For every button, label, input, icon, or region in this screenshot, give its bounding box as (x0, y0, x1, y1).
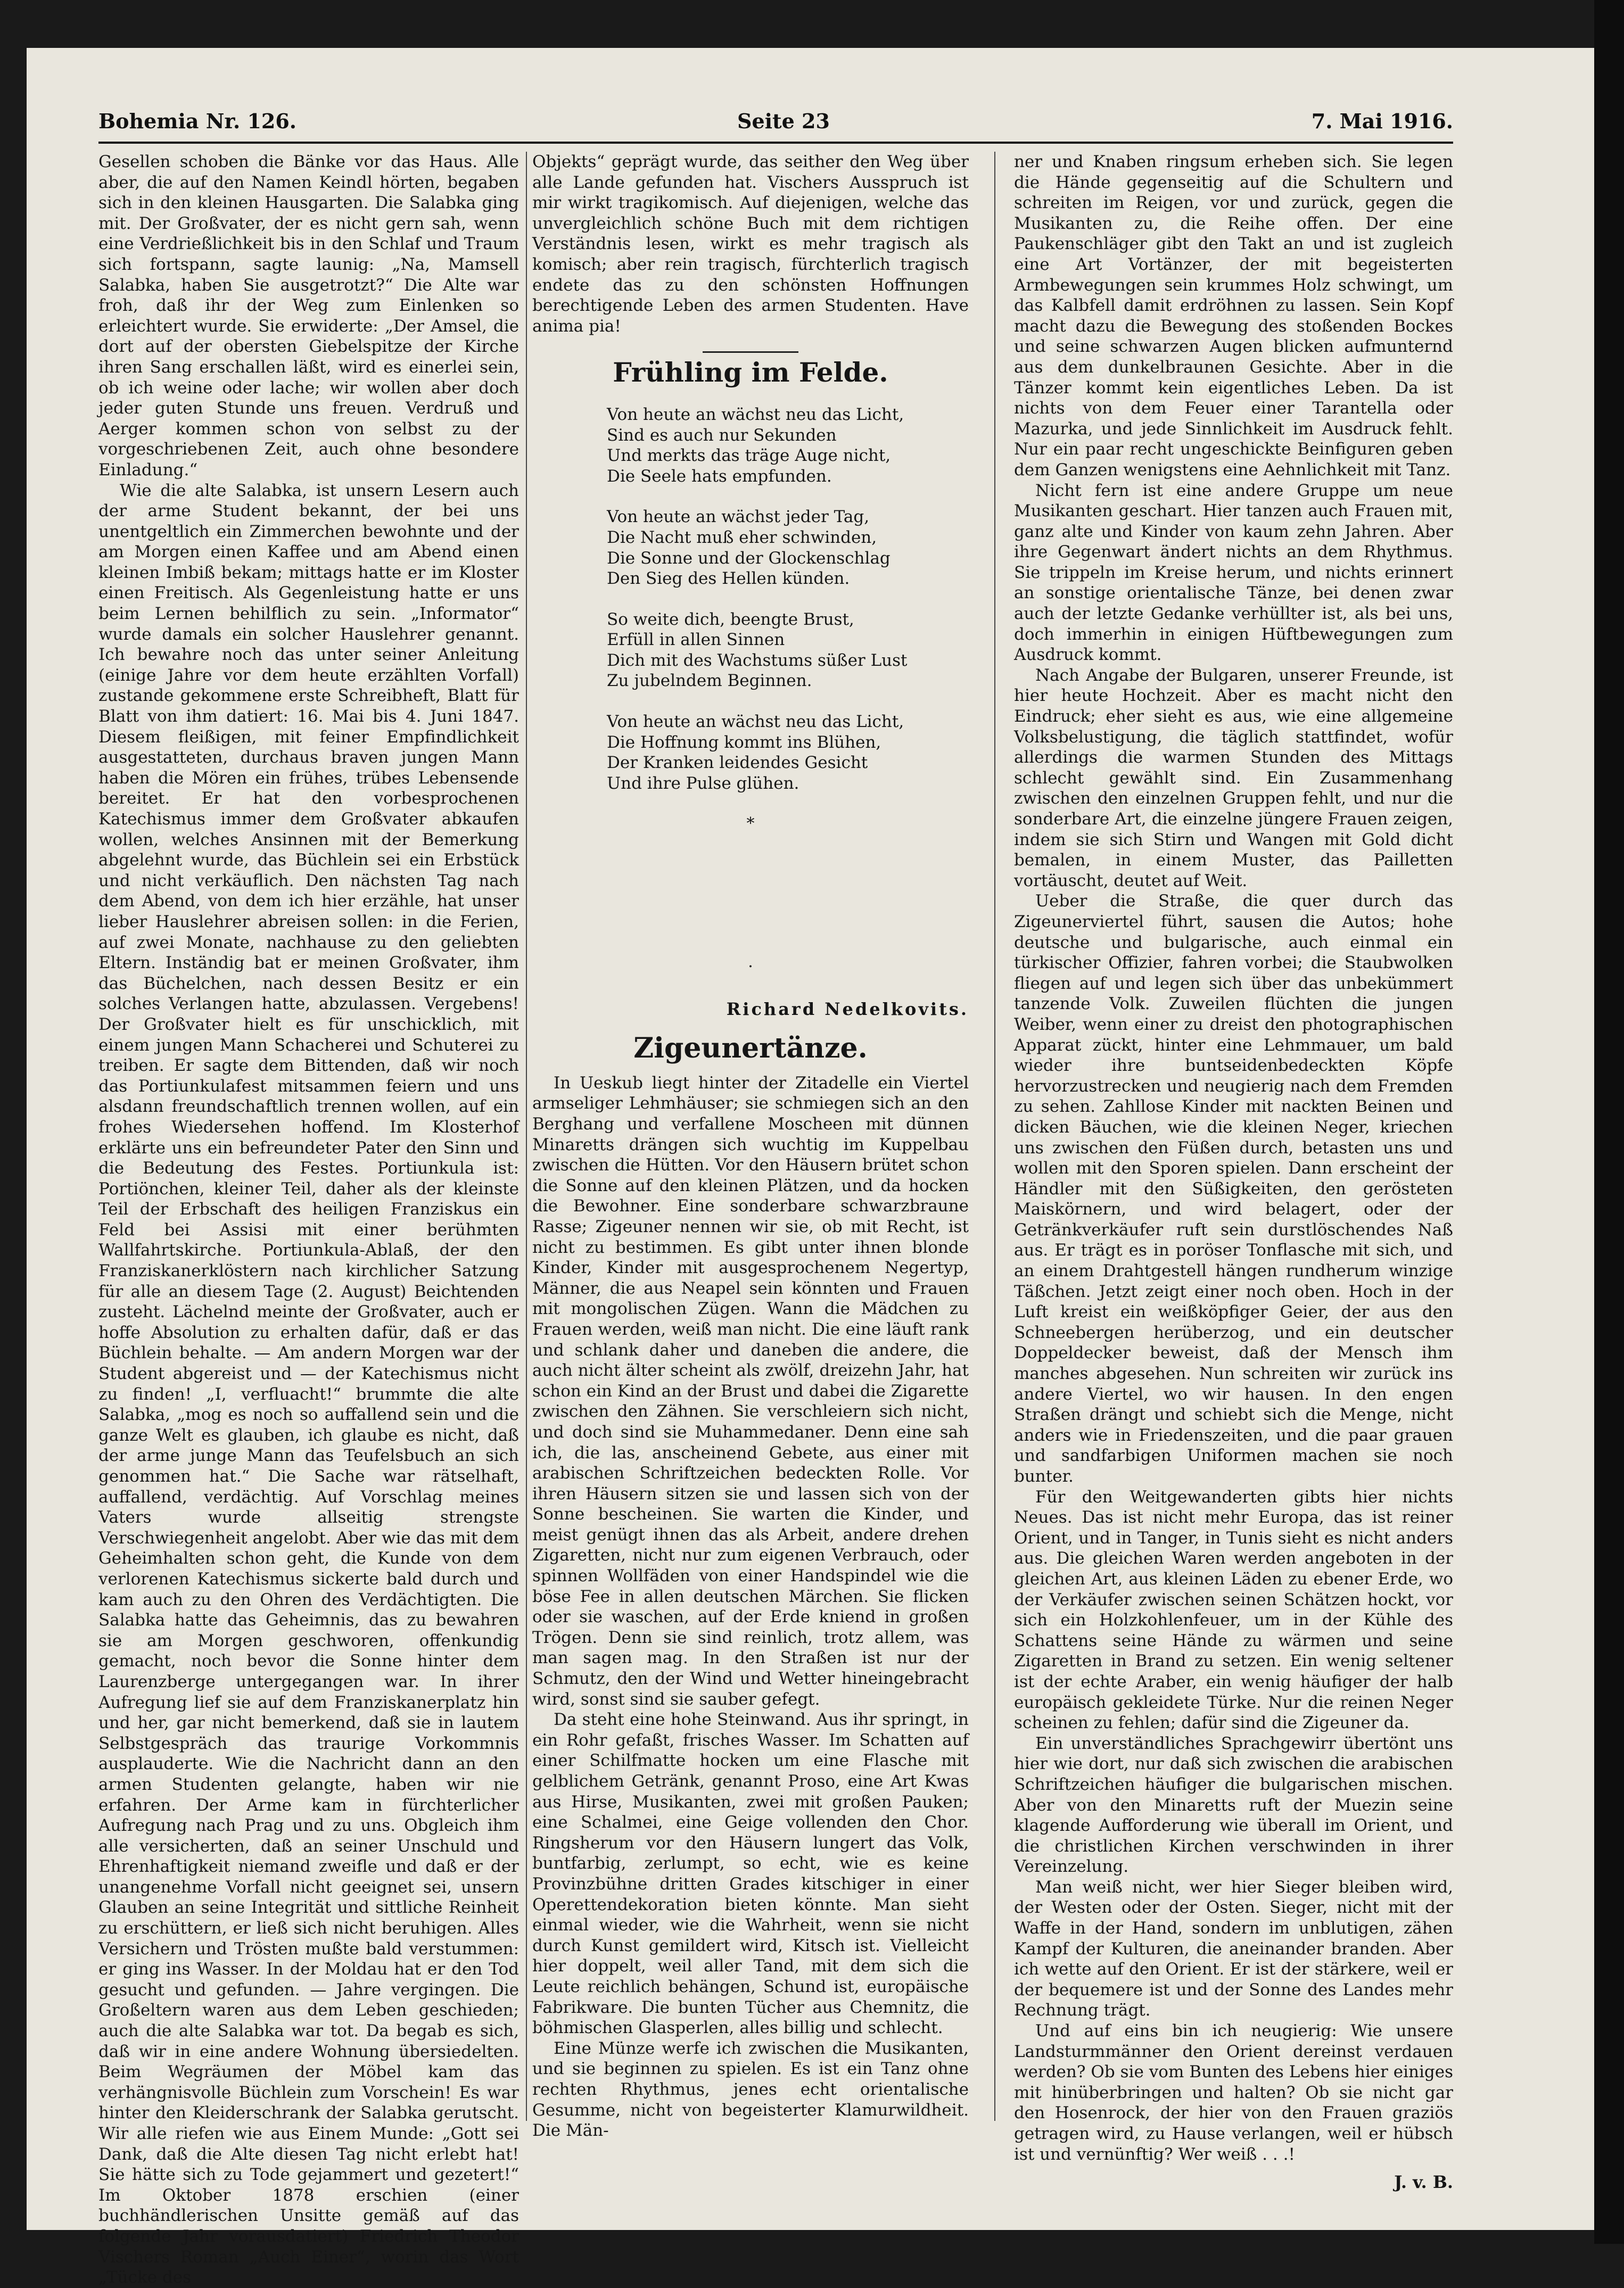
poem-author: Richard Nedelkovits. (726, 998, 969, 1019)
poem-line: Erfüll in allen Sinnen (607, 630, 785, 650)
poem-line: Die Nacht muß eher schwinden, (607, 527, 877, 547)
poem-stanza (607, 609, 969, 691)
column-right (1014, 152, 1453, 2193)
poem-title: Frühling im Felde. (613, 357, 888, 389)
poem-line: Der Kranken leidendes Gesicht (607, 753, 868, 773)
article-paragraph: Für den Weitgewanderten gibts hier nichts Neues. Das ist nicht mehr Europa, das ist reiner Orient, und in Tanger, in Tunis sieht es nicht anders aus. Die gleichen Waren werden angeboten in der gleichen Art, aus kleinen Läden zu ebener Erde, wo der Verkäufer zwischen seinen Schätzen hockt, vor sich ein Holzkohlenfeuer, um in der Kühle des Schattens seine Hände zu wärmen und seine Zigaretten in Brand zu setzen. Ein wenig seltener ist der echte Araber, ein wenig häufiger der halb europäisch gekleidete Türke. Nur die reinen Neger scheinen zu fehlen; dafür sind die Zigeuner da. (1014, 1487, 1453, 1733)
article-paragraph: Objekts“ geprägt wurde, das seither den Weg über alle Lande gefunden hat. Vischers Ausspruch ist mir wirkt tragikomisch. Auf diejenigen, welche das unvergleichlich schöne Buch mit dem richtigen Verständnis lesen, wirkt es mehr tragisch als komisch; aber rein tragisch, fürchterlich tragisch endete das zu den schönsten Hoffnungen berechtigende Leben des armen Studenten. Have anima pia! (532, 152, 969, 336)
page-header (98, 104, 1453, 141)
poem-stanza (607, 507, 969, 589)
article-paragraph: In Ueskub liegt hinter der Zitadelle ein Viertel armseliger Lehmhäuser; sie schmiegen sich an den Berghang und verfallene Moscheen mit dünnen Minaretts drängen sich wuchtig im Kuppelbau zwischen die Hütten. Vor den Häusern brütet schon die Sonne auf den kleinen Plätzen, und da hocken die Bewohner. Eine sonderbare schwarzbraune Rasse; Zigeuner nennen wir sie, ob mit Recht, ist nicht zu bestimmen. Es gibt unter ihnen blonde Kinder, Kinder mit ausgesprochenem Negertyp, Männer, die aus Neapel sein könnten und Frauen mit mongolischen Zügen. Wann die Mädchen zu Frauen werden, weiß man nicht. Die eine läuft rank und schlank daher und daneben die andere, die auch nicht älter scheint als zwölf, dreizehn Jahr, hat schon ein Kind an der Brust und dabei die Zigarette zwischen den Zähnen. Sie verschleiern sich nicht, und doch sind sie Muhammedaner. Denn eine sah ich, die las, anscheinend Gebete, aus einer mit arabischen Schriftzeichen bedeckten Rolle. Vor ihren Häusern sitzen sie und lassen sich von der Sonne bescheinen. Sie warten die Kinder, und meist genügt ihnen das als Arbeit, andere drehen Zigaretten, nicht nur zum eigenen Verbrauch, oder spinnen Wollfäden von einer Handspindel wie die böse Fee in allen deutschen Märchen. Sie flicken oder sie waschen, auf der Erde kniend in großen Trögen. Denn sie sind reinlich, trotz allem, was man sagen mag. In den Straßen ist nur der Schmutz, den der Wind und Wetter hineingebracht wird, sonst sind sie sauber gefegt. (532, 1073, 969, 1709)
poem-line: Die Hoffnung kommt ins Blühen, (607, 732, 881, 752)
poem-line: Den Sieg des Hellen künden. (607, 569, 850, 589)
article-paragraph: Man weiß nicht, wer hier Sieger bleiben wird, der Westen oder der Osten. Sieger, nicht mit der Waffe in der Hand, sondern im unblutigen, zähen Kampf der Kulturen, die aneinander branden. Aber ich wette auf den Orient. Er ist der stärkere, weil er der bequemere ist und der Sonne des Landes mehr Rechnung trägt. (1014, 1877, 1453, 2020)
poem-line: Die Seele hats empfunden. (607, 466, 832, 486)
poem (607, 404, 969, 794)
article-paragraph: ner und Knaben ringsum erheben sich. Sie legen die Hände gegenseitig auf die Schultern und schreiten im Reigen, vor und zurück, gegen die Musikanten zu, die Reihe offen. Der eine Paukenschläger gibt den Takt an und ist zugleich eine Art Vortänzer, der mit begeisterten Armbewegungen sein krummes Holz schwingt, um das Kalbfell damit erdröhnen zu lassen. Sein Kopf macht dazu die Bewegung des stoßenden Bockes und seine schwarzen Augen blicken aufmunternd aus dem dunkelbraunen Gesichte. Aber in die Tänzer kommt kein eigentliches Leben. Da ist nichts von dem Feuer einer Tarantella oder Mazurka, und jede Sinnlichkeit im Ausdruck fehlt. Nur ein paar recht ungeschickte Beinfiguren geben dem Ganzen wenigstens eine Aehnlichkeit mit Tanz. (1014, 152, 1453, 480)
header-publication: Bohemia Nr. 126. (98, 109, 297, 133)
poem-line: Zu jubelndem Beginnen. (607, 671, 812, 691)
poem-line: So weite dich, beengte Brust, (607, 609, 854, 629)
article-paragraph: Ein unverständliches Sprachgewirr übertönt uns hier wie dort, nur daß sich zwischen die arabischen Schriftzeichen häufiger die bulgarischen mischen. Aber von den Minaretts ruft der Muezin seine klagende Aufforderung wie überall im Orient, und die christlichen Kirchen verschwinden in ihrer Vereinzelung. (1014, 1733, 1453, 1877)
poem-ornament: * (746, 814, 755, 833)
column-divider-2 (994, 152, 995, 2121)
poem-line: Dich mit des Wachstums süßer Lust (607, 650, 908, 670)
article-paragraph: Da steht eine hohe Steinwand. Aus ihr springt, in ein Rohr gefaßt, frisches Wasser. Im Schatten auf einer Schilfmatte hocken um eine Flasche mit gelblichem Getränk, genannt Proso, eine Art Kwas aus Hirse, Musikanten, zwei mit großen Pauken; eine Schalmei, eine Geige vollenden den Chor. Ringsherum vor den Häusern lungert das Volk, buntfarbig, zerlumpt, so echt, wie es keine Provinzbühne dritten Grades kitschiger in einer Operettendekoration bieten könnte. Man sieht einmal wieder, wie die Wahrheit, wenn sie nicht durch Kunst gemildert wird, Kitsch ist. Vielleicht hier doppelt, weil aller Tand, mit dem sich die Leute reichlich behängen, Schund ist, europäische Fabrikware. Die bunten Tücher aus Chemnitz, die böhmischen Glasperlen, alles billig und schlecht. (532, 1710, 969, 2038)
header-rule (98, 142, 1453, 144)
poem-line: Von heute an wächst neu das Licht, (607, 712, 904, 732)
poem-line: Von heute an wächst jeder Tag, (607, 507, 870, 527)
poem-stanza (607, 712, 969, 794)
header-page-number: Seite 23 (737, 109, 830, 133)
article-signature: J. v. B. (1394, 2172, 1453, 2193)
scan-border (1594, 0, 1624, 2244)
poem-stanza (607, 404, 969, 486)
separator-mark: · (748, 957, 753, 977)
article-paragraph: Nach Angabe der Bulgaren, unserer Freunde, ist hier heute Hochzeit. Aber es macht nicht den Eindruck; eher sieht es aus, wie eine allgemeine Volksbelustigung, die täglich stattfindet, wofür allerdings die warmen Stunden des Mittags schlecht gewählt sind. Ein Zusammenhang zwischen den einzelnen Gruppen fehlt, und nur die sonderbare Art, die einzelne jüngere Frauen zeigen, indem sie sich Stirn und Wangen mit Gold dicht bemalen, in einem Muster, das Pailletten vortäuscht, deutet auf Weit. (1014, 665, 1453, 890)
article-paragraph: Und auf eins bin ich neugierig: Wie unsere Landsturmmänner den Orient dereinst verdauen werden? Ob sie vom Bunten des Lebens hier einiges mit hinüberbringen und halten? Ob sie nicht gar den Hosenrock, der hier von den Frauen graziös getragen wird, zu Hause verlangen, weil er hübsch ist und vernünftig? Wer weiß . . .! (1014, 2021, 1453, 2164)
column-divider-1 (526, 152, 527, 2121)
column-middle (532, 152, 969, 2141)
poem-line: Die Sonne und der Glockenschlag (607, 548, 891, 568)
poem-line: Und merkts das träge Auge nicht, (607, 446, 891, 466)
poem-line: Sind es auch nur Sekunden (607, 425, 837, 445)
article-paragraph: Wie die alte Salabka, ist unsern Lesern auch der arme Student bekannt, der bei uns unentgeltlich ein Zimmerchen bewohnte und der am Morgen einen Kaffee und am Abend einen kleinen Imbiß bekam; mittags hatte er im Kloster einen Freitisch. Als Gegenleistung hatte er uns beim Lernen behilflich zu sein. „Informator“ wurde damals ein solcher Hauslehrer genannt. Ich bewahre noch das unter seiner Anleitung (einige Jahre vor dem heute erzählten Vorfall) zustande gekommene erste Schreibheft, Blatt für Blatt von ihm datiert: 16. Mai bis 4. Juni 1847. Diesem fleißigen, mit feiner Empfindlichkeit ausgestatteten, durchaus braven jungen Mann haben die Mören ein frühes, trübes Lebensende bereitet. Er hat den vorbesprochenen Katechismus immer dem Großvater abkaufen wollen, welches Ansinnen mit der Bemerkung abgelehnt wurde, das Büchlein sei ein Erbstück und nicht verkäuflich. Den nächsten Tag nach dem Abend, von dem ich hier erzähle, hat unser lieber Hauslehrer abreisen sollen: in die Ferien, auf zwei Monate, nachhause zu den geliebten Eltern. Inständig bat er meinen Großvater, ihm das Büchelchen, nach dessen Besitz er ein solches Verlangen hatte, abzulassen. Vergebens! Der Großvater hielt es für unschicklich, mit einem jungen Mann Schacherei und Schuterei zu treiben. Er sagte dem Bittenden, daß wir noch das Portiunkulafest mitsammen feiern und uns alsdann freundschaftlich trennen wollen, auf ein frohes Wiedersehen hoffend. Im Klosterhof erklärte uns ein befreundeter Pater den Sinn und die Bedeutung des Festes. Portiunkula ist: Portiönchen, kleiner Teil, daher als der kleinste Teil der Erbschaft des heiligen Franziskus ein Feld bei Assisi mit einer berühmten Wallfahrtskirche. Portiunkula-Ablaß, der den Franziskanerklöstern nach kirchlicher Satzung für alle an diesem Tage (2. August) Beichtenden zusteht. Lächelnd meinte der Großvater, auch er hoffe Absolution zu erhalten dafür, daß er das Büchlein behalte. — Am andern Morgen war der Student abgereist und — der Katechismus nicht zu finden! „I, verfluacht!“ brummte die alte Salabka, „mog es noch so auffallend sein und die ganze Welt es glauben, ich glaube es nicht, daß der arme junge Mann das Teufelsbuch an sich genommen hat.“ Die Sache war rätselhaft, auffallend, verdächtig. Auf Vorschlag meines Vaters wurde allseitig strengste Verschwiegenheit angelobt. Aber wie das mit dem Geheimhalten schon geht, die Kunde von dem verlorenen Katechismus sickerte bald durch und kam auch zu den Ohren des Verdächtigten. Die Salabka hatte das Geheimnis, das zu bewahren sie am Morgen geschworen, offenkundig gemacht, noch bevor die Sonne hinter dem Laurenzberge untergegangen war. In ihrer Aufregung lief sie auf dem Franziskanerplatz hin und her, gar nicht bemerkend, daß sie in lautem Selbstgespräch das traurige Vorkommnis ausplauderte. Wie die Nachricht dann an den armen Studenten gelangte, haben wir nie erfahren. Der Arme kam in fürchterlicher Aufregung nach Prag und zu uns. Obgleich ihm alle versicherten, daß an seiner Unschuld und Ehrenhaftigkeit niemand zweifle und daß er der unangenehme Vorfall nicht geeignet sei, unsern Glauben an seine Integrität und sittliche Reinheit zu erschüttern, er ließ sich nicht beruhigen. Alles Versichern und Trösten mußte bald verstummen: er ging ins Wasser. In der Moldau hat er den Tod gesucht und gefunden. — Jahre vergingen. Die Großeltern waren aus dem Leben geschieden; auch die alte Salabka war tot. Da begab es sich, daß wir in eine andere Wohnung übersiedelten. Beim Wegräumen der Möbel kam das verhängnisvolle Büchlein zum Vorschein! Es war hinter den Kleiderschrank der Salabka gerutscht. Wir alle riefen wie aus Einem Munde: „Gott sei Dank, daß die Alte diesen Tag nicht erlebt hat! Sie hätte sich zu Tode gejammert und gezetert!“ Im Oktober 1878 erschien (einer buchhändlerischen Unsitte gemäß auf das folgende Jahr vorausdatiert) Friedrich Theodor Vischers Roman „Auch Einer“, worin das Wort „Tücke des (98, 481, 519, 2287)
article-paragraph: Gesellen schoben die Bänke vor das Haus. Alle aber, die auf den Namen Keindl hörten, begaben sich in den kleinen Hausgarten. Die Salabka ging mit. Der Großvater, der es nicht gern sah, wenn eine Verdrießlichkeit bis in den Schlaf und Traum sich fortspann, sagte launig: „Na, Mamsell Salabka, haben Sie ausgetrotzt?“ Die Alte war froh, daß ihr der Weg zum Einlenken so erleichtert wurde. Sie erwiderte: „Der Amsel, die dort auf der obersten Giebelspitze der Kirche ihren Sang erschallen läßt, wird es einerlei sein, ob ich weine oder lache; wir wollen aber doch jeder guten Stunde uns freuen. Verdruß und Aerger kommen schon von selbst zu der vorgeschriebenen Zeit, auch ohne besondere Einladung.“ (98, 152, 519, 480)
article-paragraph: Ueber die Straße, die quer durch das Zigeunerviertel führt, sausen die Autos; hohe deutsche und bulgarische, auch einmal ein türkischer Offizier, fahren vorbei; die Staubwolken fliegen auf und legen sich über das unbekümmert tanzende Volk. Zuweilen flüchten die jungen Weiber, wenn einer zu dreist den photographischen Apparat zückt, hinter eine Lehmmauer, um bald wieder ihre buntseidenbedeckten Köpfe hervorzustrecken und neugierig nach dem Fremden zu sehen. Zahllose Kinder mit nackten Beinen und dicken Bäuchen, wie die kleinen Neger, kriechen uns zwischen den Füßen durch, betasten uns und wollen mit den Sporen spielen. Dann erscheint der Händler mit den Süßigkeiten, den gerösteten Maiskörnern, und wird belagert, oder der Getränkverkäufer ruft sein durstlöschendes Naß aus. Er trägt es in poröser Tonflasche mit sich, und an einem Drahtgestell hängen rundherum winzige Täßchen. Jetzt zeigt einer noch oben. Hoch in der Luft kreist ein weißköpfiger Geier, der aus den Schneebergen herüberzog, und ein deutscher Doppeldecker beweist, daß der Mensch ihm manches abgesehen. Nun schreiten wir zurück ins andere Viertel, wo wir hausen. In den engen Straßen drängt und schiebt sich die Menge, nicht anders wie in Friedenszeiten, und die paar grauen und sandfarbigen Uniformen machen sie noch bunter. (1014, 891, 1453, 1486)
article-paragraph: Eine Münze werfe ich zwischen die Musikanten, und sie beginnen zu spielen. Es ist ein Tanz ohne rechten Rhythmus, jenes echt orientalische Gesumme, nicht von begeisterter Klamurwildheit. Die Män- (532, 2038, 969, 2141)
column-left (98, 152, 519, 2288)
poem-line: Und ihre Pulse glühen. (607, 773, 799, 793)
poem-line: Von heute an wächst neu das Licht, (607, 404, 904, 424)
article-paragraph: Nicht fern ist eine andere Gruppe um neue Musikanten geschart. Hier tanzen auch Frauen mit, ganz alte und Kinder von kaum zehn Jahren. Aber ihre Gegenwart ändert nichts an dem Rhythmus. Sie trippeln im Kreise herum, und nichts erinnert an sonstige orientalische Tänze, bei denen zwar auch der letzte Gedanke verhüllter ist, als bei uns, doch immerhin in einigen Hüftbewegungen zum Ausdruck kommt. (1014, 481, 1453, 665)
article-title: Zigeunertänze. (633, 1032, 868, 1065)
poem-separator (703, 351, 798, 353)
header-date: 7. Mai 1916. (1311, 109, 1453, 133)
